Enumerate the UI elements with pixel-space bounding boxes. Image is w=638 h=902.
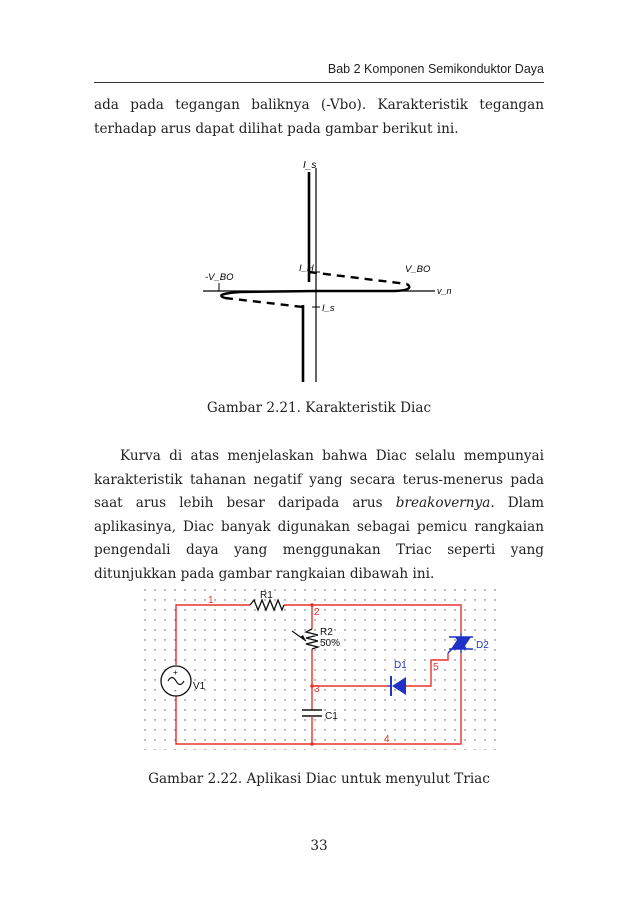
triac-circuit-figure (140, 585, 500, 750)
figure2-caption: Gambar 2.22. Aplikasi Diac untuk menyulut Triac (148, 771, 490, 787)
paragraph-2 (94, 445, 544, 586)
is-label: I_s (322, 303, 335, 314)
node-5-label: 5 (433, 662, 439, 673)
neg-vbo-label: -V_BO (205, 272, 234, 283)
grid-background (140, 585, 500, 750)
source-plus: + (173, 668, 178, 677)
node-4-label: 4 (384, 734, 390, 745)
circuit-svg (140, 585, 500, 750)
d2-label: D2 (476, 640, 489, 651)
paragraph-2-italic: breakovernya (395, 495, 491, 511)
running-head: Bab 2 Komponen Semikonduktor Daya (327, 62, 544, 76)
c1-label: C1 (325, 711, 338, 722)
source-minus: - (174, 686, 177, 695)
junction-4 (310, 742, 314, 746)
positive-curve (316, 284, 409, 291)
page-number: 33 (310, 838, 328, 854)
diac-curve-svg (195, 150, 455, 388)
negative-dashed-region (225, 298, 303, 307)
x-axis-label: v_n (437, 286, 452, 296)
r1-label: R1 (260, 590, 273, 601)
v1-label: V1 (193, 681, 206, 692)
positive-dashed-region (309, 272, 407, 284)
d1-label: D1 (394, 660, 407, 671)
node-1-label: 1 (208, 595, 214, 606)
r2-value-label: 50% (320, 638, 341, 649)
r2-label: R2 (320, 627, 333, 638)
header-rule (94, 82, 544, 83)
figure1-caption: Gambar 2.21. Karakteristik Diac (206, 400, 432, 416)
node-3-label: 3 (314, 684, 320, 695)
y-axis-label: I_s (303, 160, 317, 171)
diac-characteristic-figure (195, 150, 455, 388)
ih-label: I_H (299, 263, 314, 274)
pos-vbo-label: V_BO (405, 264, 431, 275)
paragraph-2-text-a: Kurva di atas menjelaskan bahwa Diac selalu mempunyai karakteristik tahanan negatif yang secara terus-menerus pada saat arus lebih besar daripada arus (94, 448, 544, 511)
paragraph-1: ada pada tegangan baliknya (-Vbo). Karakteristik tegangan terhadap arus dapat dilihat pada gambar berikut ini. (94, 97, 544, 137)
negative-curve (221, 291, 316, 298)
node-2-label: 2 (314, 607, 320, 618)
paragraph-2-text-b: . Dlam aplikasinya, Diac banyak digunakan sebagai pemicu rangkaian pengendali daya yang menggunakan Triac seperti yang ditunjukkan pada gambar rangkaian dibawah ini. (94, 495, 545, 582)
